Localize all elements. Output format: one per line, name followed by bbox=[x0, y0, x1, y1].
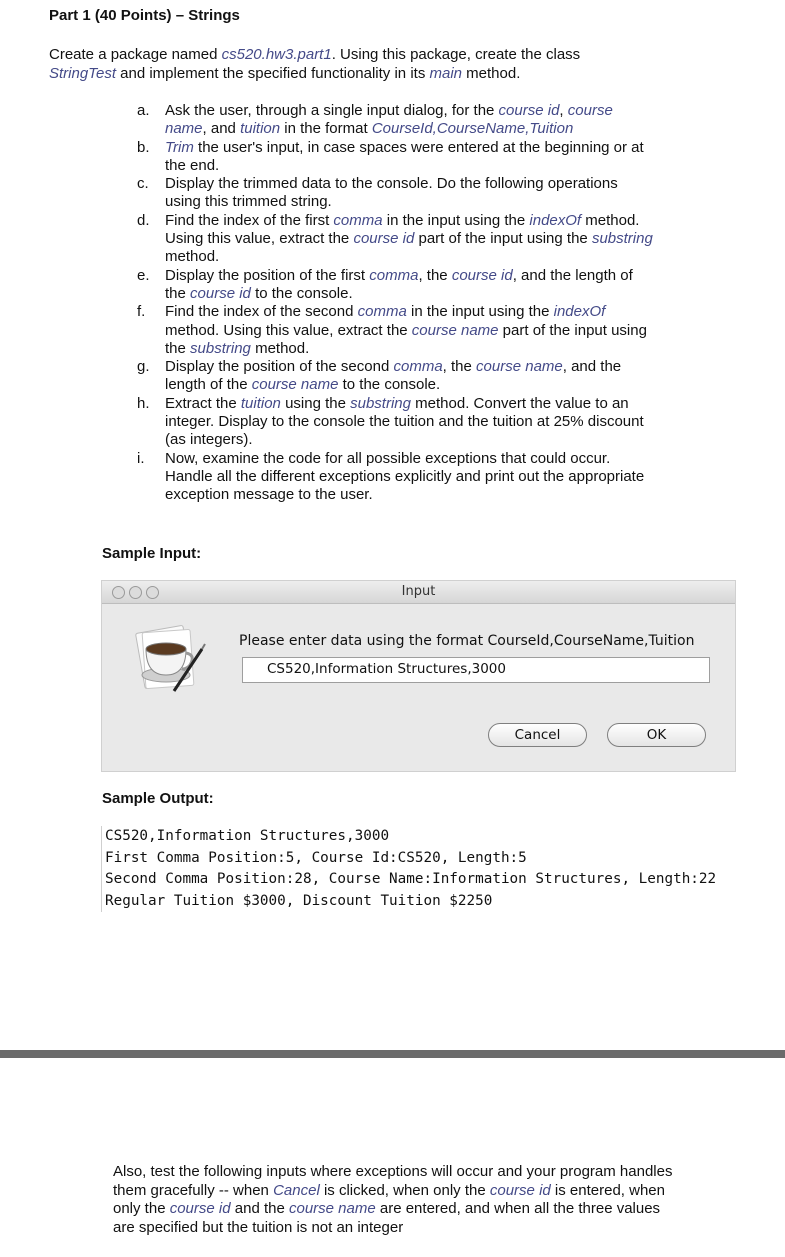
dialog-title: Input bbox=[401, 584, 436, 599]
requirement-marker: h. bbox=[137, 394, 150, 412]
requirement-marker: c. bbox=[137, 175, 149, 193]
sample-input-label: Sample Input: bbox=[102, 545, 202, 562]
console-output bbox=[101, 826, 716, 912]
ok-button[interactable]: OK bbox=[607, 723, 706, 747]
requirement-item: a. Ask the user, through a single input dialog, for the course id, course name, and tuition in the format CourseId,CourseName,Tuition bbox=[137, 102, 613, 138]
requirement-item: f. Find the index of the second comma in the input using the indexOf method. Using this value, extract the course name part of the input using the substring method. bbox=[137, 303, 647, 357]
requirement-marker: d. bbox=[137, 211, 150, 229]
requirement-item: c. Display the trimmed data to the console. Do the following operations using this trimmed string. bbox=[137, 175, 618, 211]
console-line: First Comma Position:5, Course Id:CS520, Length:5 bbox=[105, 849, 527, 866]
intro-paragraph: Create a package named cs520.hw3.part1. Using this package, create the class StringTest and implement the specified functionality in its main method. bbox=[49, 46, 581, 82]
requirements-list bbox=[137, 102, 657, 505]
outro-paragraph: Also, test the following inputs where exceptions will occur and your program handles them gracefully -- when Cancel is clicked, when only the course id is entered, when only the course id and the course name are entered, and when all the three values are specified but the tuition is not an integer bbox=[113, 1163, 673, 1236]
requirement-marker: i. bbox=[137, 449, 145, 467]
requirement-marker: a. bbox=[137, 102, 150, 119]
console-line: CS520,Information Structures,3000 bbox=[105, 828, 390, 844]
console-line: Regular Tuition $3000, Discount Tuition $2250 bbox=[105, 892, 493, 909]
data-input-field[interactable]: CS520,Information Structures,3000 bbox=[242, 657, 710, 683]
requirement-item: e. Display the position of the first comma, the course id, and the length of the course id to the console. bbox=[137, 266, 633, 302]
requirement-item: b. Trim the user's input, in case spaces were entered at the beginning or at the end. bbox=[137, 138, 644, 174]
class-name: StringTest bbox=[49, 65, 116, 82]
page-divider bbox=[0, 1050, 785, 1058]
console-line: Second Comma Position:28, Course Name:Information Structures, Length:22 bbox=[105, 871, 717, 888]
requirement-marker: e. bbox=[137, 266, 150, 284]
package-name: cs520.hw3.part1 bbox=[221, 46, 332, 63]
requirement-marker: f. bbox=[137, 303, 146, 321]
requirement-item: i. Now, examine the code for all possible exceptions that could occur. Handle all the different exceptions explicitly and print out the appropriate exception message to the user. bbox=[137, 449, 645, 504]
requirement-marker: b. bbox=[137, 138, 150, 156]
requirement-item: d. Find the index of the first comma in the input using the indexOf method. Using this value, extract the course id part of the input using the substring method. bbox=[137, 211, 653, 266]
dialog-titlebar bbox=[102, 581, 735, 604]
requirement-item: h. Extract the tuition using the substring method. Convert the value to an integer. Display to the console the tuition and the tuition at 25% discount (as integers). bbox=[137, 394, 644, 449]
coffee-cup-icon bbox=[132, 623, 210, 695]
dialog-prompt: Please enter data using the format CourseId,CourseName,Tuition bbox=[239, 633, 695, 649]
input-dialog bbox=[101, 580, 736, 772]
cancel-button[interactable]: Cancel bbox=[488, 723, 587, 747]
section-heading: Part 1 (40 Points) – Strings bbox=[49, 7, 240, 24]
method-name: main bbox=[429, 65, 462, 82]
sample-output-label: Sample Output: bbox=[102, 790, 214, 807]
requirement-item: g. Display the position of the second comma, the course name, and the length of the course name to the console. bbox=[137, 358, 622, 394]
requirement-marker: g. bbox=[137, 358, 150, 376]
